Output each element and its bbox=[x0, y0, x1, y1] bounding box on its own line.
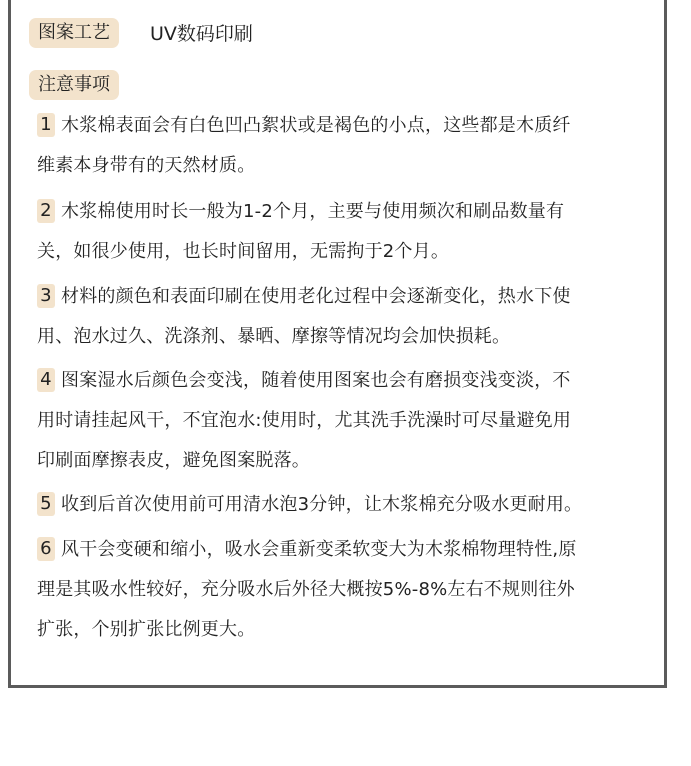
item-text: 图案湿水后颜色会变浅，随着使用图案也会有磨损变浅变淡，不 bbox=[61, 370, 571, 391]
item-text: 木浆棉使用时长一般为1-2个月，主要与使用频次和刷品数量有 bbox=[61, 201, 565, 222]
item-text: 材料的颜色和表面印刷在使用老化过程中会逐渐变化，热水下使 bbox=[61, 286, 571, 307]
item-number: 3 bbox=[37, 284, 55, 308]
item-text: 印刷面摩擦表皮，避免图案脱落。 bbox=[37, 450, 310, 471]
item-text: 木浆棉表面会有白色凹凸絮状或是褐色的小点，这些都是木质纤 bbox=[61, 115, 571, 136]
notice-item-6 bbox=[37, 530, 655, 650]
item-text: 收到后首次使用前可用清水泡3分钟，让木浆棉充分吸水更耐用。 bbox=[61, 494, 583, 515]
item-number: 4 bbox=[37, 368, 55, 392]
item-number: 6 bbox=[37, 537, 55, 561]
craft-value: UV数码印刷 bbox=[150, 23, 253, 45]
item-text: 扩张，个别扩张比例更大。 bbox=[37, 619, 256, 640]
notice-item-1 bbox=[37, 106, 655, 186]
notice-item-5 bbox=[37, 485, 655, 525]
notice-item-2 bbox=[37, 192, 655, 272]
notice-item-3 bbox=[37, 277, 655, 357]
item-number: 5 bbox=[37, 492, 55, 516]
craft-label: 图案工艺 bbox=[29, 18, 119, 48]
item-number: 2 bbox=[37, 199, 55, 223]
notice-item-4 bbox=[37, 361, 655, 481]
item-text: 理是其吸水性较好，充分吸水后外径大概按5%-8%左右不规则往外 bbox=[37, 579, 575, 600]
item-text: 维素本身带有的天然材质。 bbox=[37, 155, 256, 176]
item-text: 风干会变硬和缩小，吸水会重新变柔软变大为木浆棉物理特性,原 bbox=[61, 539, 577, 560]
notice-label: 注意事项 bbox=[29, 70, 119, 100]
item-text: 关，如很少使用，也长时间留用，无需拘于2个月。 bbox=[37, 241, 450, 262]
item-text: 用、泡水过久、洗涤剂、暴晒、摩擦等情况均会加快损耗。 bbox=[37, 326, 511, 347]
item-number: 1 bbox=[37, 113, 55, 137]
item-text: 用时请挂起风干，不宜泡水:使用时，尤其洗手洗澡时可尽量避免用 bbox=[37, 410, 572, 431]
